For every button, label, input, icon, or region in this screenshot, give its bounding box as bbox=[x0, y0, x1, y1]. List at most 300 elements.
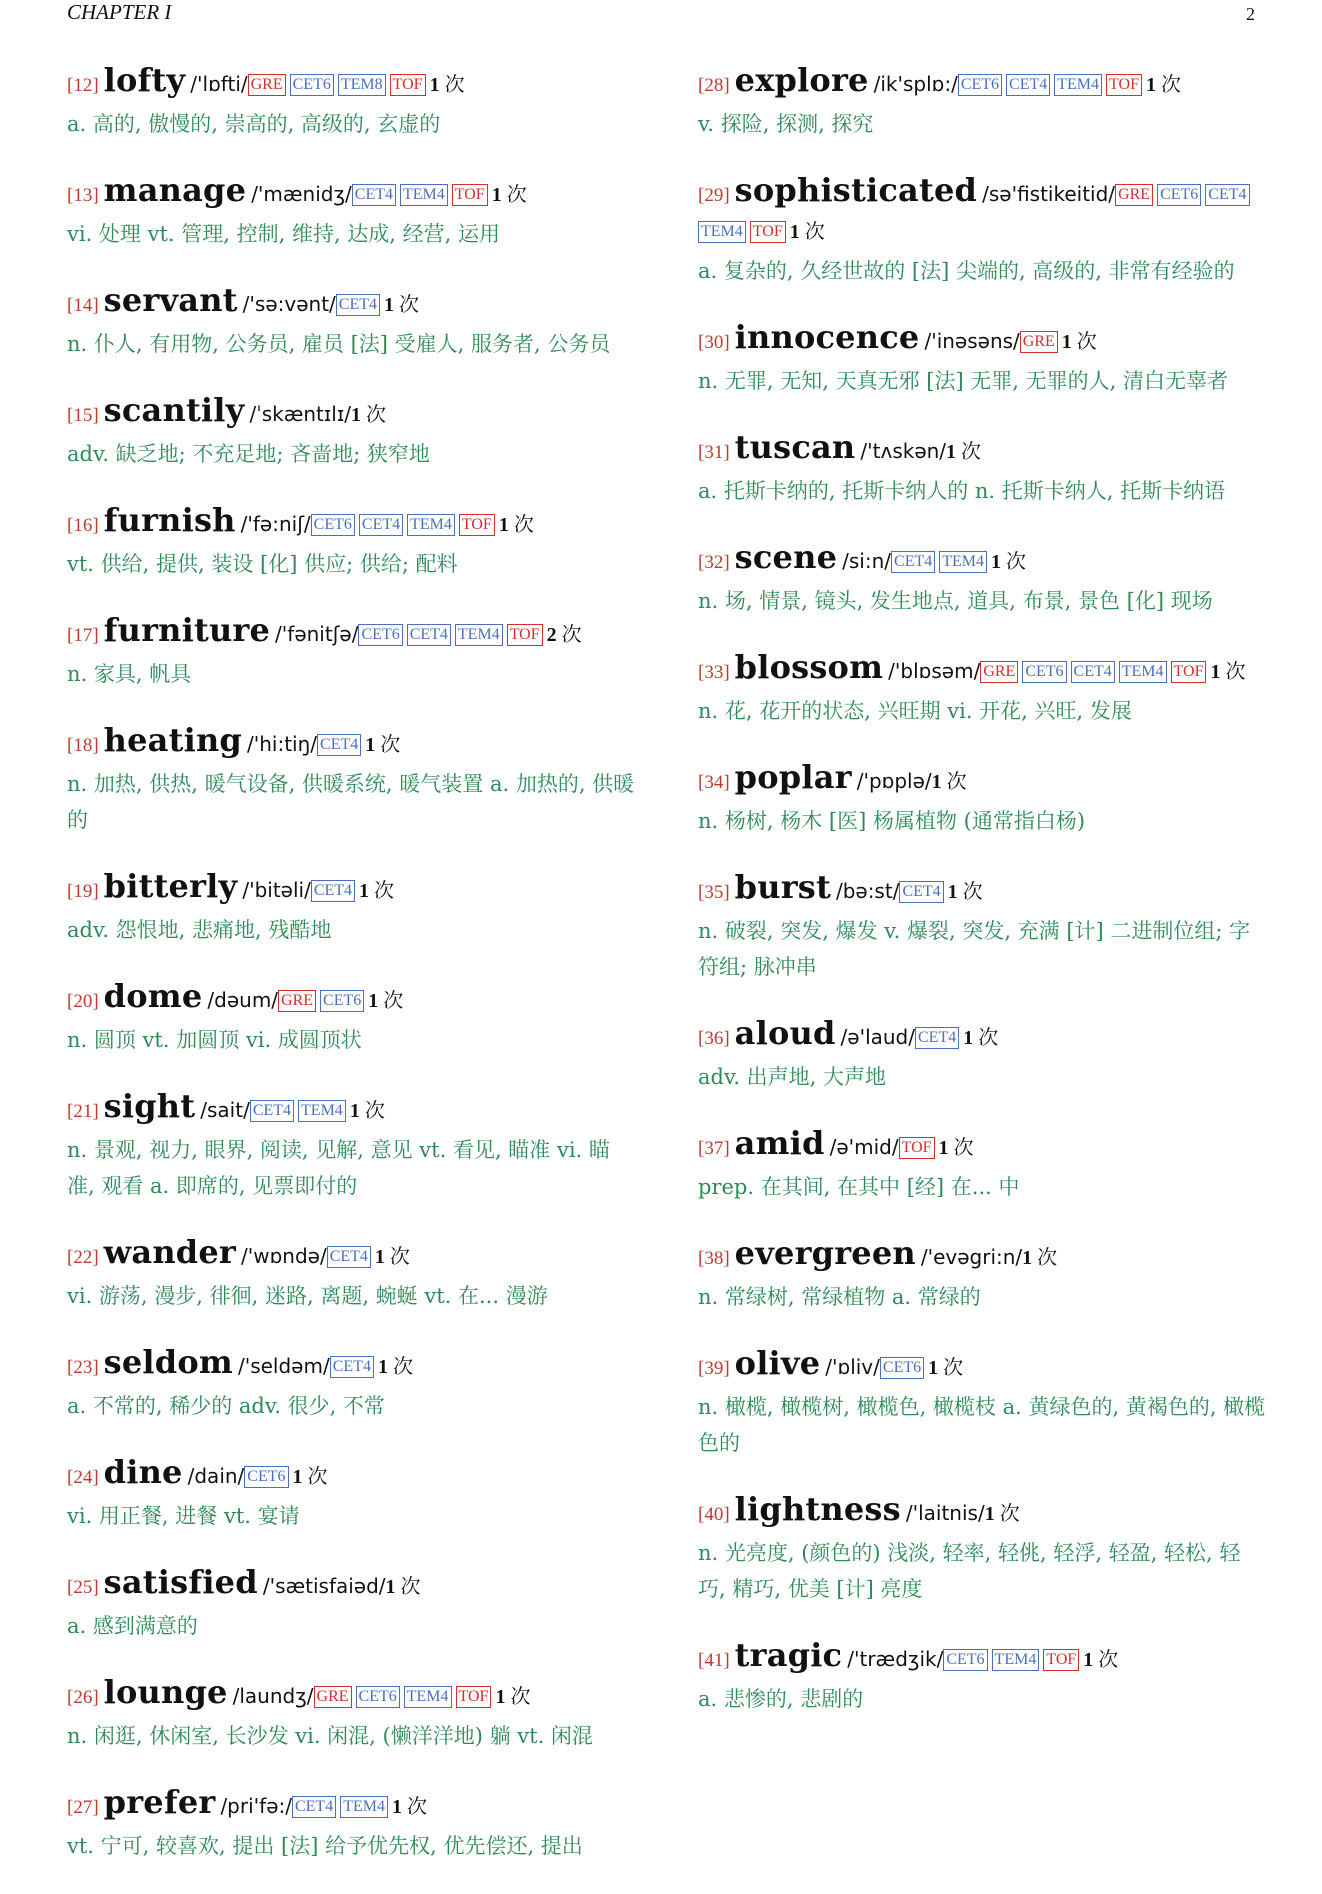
exam-tag: CET4 bbox=[352, 184, 396, 206]
count-suffix: 次 bbox=[1160, 74, 1181, 96]
vocab-entry bbox=[698, 1235, 1268, 1315]
entry-index: [16] bbox=[67, 515, 99, 536]
vocab-entry bbox=[67, 1088, 637, 1204]
occurrence-count bbox=[939, 1137, 974, 1159]
count-suffix: 次 bbox=[364, 1100, 385, 1122]
vocab-entry bbox=[698, 539, 1268, 619]
exam-tag: TEM4 bbox=[407, 514, 455, 536]
count-suffix: 次 bbox=[506, 184, 527, 206]
vocab-entry bbox=[67, 502, 637, 582]
exam-tag: CET4 bbox=[317, 734, 361, 756]
count-suffix: 次 bbox=[1006, 551, 1027, 573]
vocab-entry bbox=[67, 1454, 637, 1534]
headword: prefer bbox=[103, 1783, 216, 1821]
exam-tag: CET4 bbox=[1205, 184, 1249, 206]
headword: blossom bbox=[734, 648, 884, 686]
count-number: 1 bbox=[385, 1576, 396, 1598]
vocab-entry bbox=[67, 172, 637, 252]
count-suffix: 次 bbox=[399, 294, 419, 316]
exam-tag: TEM4 bbox=[1119, 661, 1167, 683]
vocab-entry bbox=[698, 1345, 1268, 1461]
headword: wander bbox=[103, 1233, 236, 1271]
definition: n. 场, 情景, 镜头, 发生地点, 道具, 布景, 景色 [化] 现场 bbox=[698, 589, 1213, 613]
vocab-entry bbox=[67, 612, 637, 692]
occurrence-count bbox=[375, 1246, 410, 1268]
count-number: 1 bbox=[498, 514, 509, 536]
entry-index: [29] bbox=[698, 185, 730, 206]
exam-tag: TOF bbox=[507, 624, 543, 646]
count-number: 1 bbox=[491, 184, 502, 206]
entry-headline bbox=[67, 1454, 637, 1496]
entry-headline bbox=[67, 62, 637, 104]
right-column bbox=[698, 62, 1268, 1747]
count-suffix: 次 bbox=[383, 990, 404, 1012]
pronunciation: /'sætisfaiəd/ bbox=[262, 1574, 386, 1598]
count-suffix: 次 bbox=[392, 1356, 413, 1378]
exam-tag: TEM4 bbox=[455, 624, 503, 646]
count-number: 1 bbox=[368, 990, 379, 1012]
entry-headline bbox=[698, 319, 1268, 361]
entry-index: [30] bbox=[698, 332, 730, 353]
headword: amid bbox=[734, 1124, 825, 1162]
occurrence-count bbox=[492, 184, 527, 206]
pronunciation: /'lɒfti/ bbox=[190, 72, 248, 96]
headword: furnish bbox=[103, 501, 236, 539]
occurrence-count bbox=[430, 74, 465, 96]
occurrence-count bbox=[963, 1027, 998, 1049]
entry-index: [21] bbox=[67, 1101, 99, 1122]
count-number: 1 bbox=[1083, 1649, 1094, 1671]
definition: n. 破裂, 突发, 爆发 v. 爆裂, 突发, 充满 [计] 二进制位组; 字符组; 脉冲串 bbox=[698, 919, 1251, 979]
definition: n. 圆顶 vt. 加圆顶 vi. 成圆顶状 bbox=[67, 1028, 362, 1052]
pronunciation: /laundʒ/ bbox=[232, 1684, 314, 1708]
occurrence-count bbox=[790, 221, 825, 243]
exam-tag: TOF bbox=[899, 1137, 935, 1159]
headword: sight bbox=[103, 1087, 196, 1125]
occurrence-count bbox=[932, 771, 967, 793]
pronunciation: /dain/ bbox=[187, 1464, 245, 1488]
count-suffix: 次 bbox=[804, 221, 825, 243]
definition: n. 加热, 供热, 暖气设备, 供暖系统, 暖气装置 a. 加热的, 供暖的 bbox=[67, 772, 635, 832]
count-suffix: 次 bbox=[510, 1686, 531, 1708]
exam-tag: CET4 bbox=[899, 881, 943, 903]
entry-headline bbox=[67, 1564, 637, 1606]
pronunciation: /'laitnis/ bbox=[905, 1501, 985, 1525]
vocab-entry bbox=[698, 759, 1268, 839]
exam-tag: TOF bbox=[750, 221, 786, 243]
pronunciation: /'fə:niʃ/ bbox=[240, 512, 311, 536]
count-number: 1 bbox=[938, 1137, 949, 1159]
pronunciation: /'hi:tiŋ/ bbox=[247, 732, 318, 756]
entry-headline bbox=[698, 869, 1268, 911]
occurrence-count bbox=[1022, 1247, 1057, 1269]
pronunciation: /ə'laud/ bbox=[840, 1025, 915, 1049]
occurrence-count bbox=[350, 1100, 385, 1122]
count-number: 1 bbox=[963, 1027, 974, 1049]
headword: innocence bbox=[734, 318, 920, 356]
definition: vi. 用正餐, 进餐 vt. 宴请 bbox=[67, 1504, 300, 1528]
pronunciation: /'tʌskən/ bbox=[860, 439, 947, 463]
definition: adv. 缺乏地; 不充足地; 吝啬地; 狭窄地 bbox=[67, 442, 430, 466]
headword: bitterly bbox=[103, 867, 238, 905]
headword: furniture bbox=[103, 611, 271, 649]
pronunciation: /ik'splɒ:/ bbox=[873, 72, 958, 96]
count-number: 1 bbox=[984, 1503, 995, 1525]
left-column bbox=[67, 62, 637, 1894]
entry-headline bbox=[698, 759, 1268, 801]
entry-index: [17] bbox=[67, 625, 99, 646]
exam-tag: TEM4 bbox=[698, 221, 746, 243]
occurrence-count bbox=[368, 990, 403, 1012]
headword: burst bbox=[734, 868, 831, 906]
exam-tag: CET4 bbox=[1006, 74, 1050, 96]
entry-index: [31] bbox=[698, 442, 730, 463]
pronunciation: /'trædʒik/ bbox=[847, 1647, 944, 1671]
count-suffix: 次 bbox=[380, 734, 401, 756]
exam-tag: TEM4 bbox=[992, 1649, 1040, 1671]
exam-tag: TEM4 bbox=[298, 1100, 346, 1122]
entry-index: [33] bbox=[698, 662, 730, 683]
entry-headline bbox=[67, 1344, 637, 1386]
entry-headline bbox=[67, 172, 637, 214]
occurrence-count bbox=[495, 1686, 530, 1708]
exam-tag: GRE bbox=[278, 990, 316, 1012]
vocab-entry bbox=[67, 1344, 637, 1424]
entry-headline bbox=[698, 1015, 1268, 1057]
entry-headline bbox=[698, 649, 1268, 691]
pronunciation: /bə:st/ bbox=[835, 879, 900, 903]
entry-index: [34] bbox=[698, 772, 730, 793]
occurrence-count bbox=[991, 551, 1026, 573]
exam-tag: GRE bbox=[1115, 184, 1153, 206]
headword: seldom bbox=[103, 1343, 233, 1381]
count-suffix: 次 bbox=[307, 1466, 328, 1488]
exam-tag: CET6 bbox=[1157, 184, 1201, 206]
pronunciation: /'ɒliv/ bbox=[825, 1355, 880, 1379]
exam-tag: TOF bbox=[452, 184, 488, 206]
entry-index: [26] bbox=[67, 1687, 99, 1708]
count-suffix: 次 bbox=[962, 881, 983, 903]
count-suffix: 次 bbox=[943, 1357, 964, 1379]
entry-index: [20] bbox=[67, 991, 99, 1012]
definition: a. 复杂的, 久经世故的 [法] 尖端的, 高级的, 非常有经验的 bbox=[698, 259, 1235, 283]
exam-tag: CET6 bbox=[358, 624, 402, 646]
entry-headline bbox=[698, 1125, 1268, 1167]
count-suffix: 次 bbox=[978, 1027, 999, 1049]
vocab-entry bbox=[698, 429, 1268, 509]
headword: heating bbox=[103, 721, 242, 759]
headword: dine bbox=[103, 1453, 183, 1491]
entry-headline bbox=[698, 62, 1268, 104]
occurrence-count bbox=[547, 624, 582, 646]
count-number: 1 bbox=[359, 880, 370, 902]
exam-tag: CET6 bbox=[943, 1649, 987, 1671]
count-suffix: 次 bbox=[513, 514, 534, 536]
entry-headline bbox=[698, 539, 1268, 581]
exam-tag: CET6 bbox=[356, 1686, 400, 1708]
exam-tag: TOF bbox=[390, 74, 426, 96]
vocab-entry bbox=[67, 868, 637, 948]
definition: n. 仆人, 有用物, 公务员, 雇员 [法] 受雇人, 服务者, 公务员 bbox=[67, 332, 611, 356]
exam-tag: CET6 bbox=[1022, 661, 1066, 683]
headword: lounge bbox=[103, 1673, 228, 1711]
vocab-entry bbox=[67, 722, 637, 838]
vocab-entry bbox=[67, 978, 637, 1058]
occurrence-count bbox=[378, 1356, 413, 1378]
exam-tag: CET4 bbox=[311, 880, 355, 902]
occurrence-count bbox=[293, 1466, 328, 1488]
exam-tag: TEM4 bbox=[1054, 74, 1102, 96]
chapter-title: CHAPTER I bbox=[67, 0, 172, 24]
count-number: 1 bbox=[391, 1796, 402, 1818]
entry-headline bbox=[67, 502, 637, 544]
definition: a. 高的, 傲慢的, 崇高的, 高级的, 玄虚的 bbox=[67, 112, 441, 136]
entry-headline bbox=[698, 1235, 1268, 1277]
pronunciation: /'pɒplə/ bbox=[856, 769, 932, 793]
count-suffix: 次 bbox=[1076, 331, 1097, 353]
entry-headline bbox=[67, 722, 637, 764]
headword: lightness bbox=[734, 1490, 901, 1528]
occurrence-count bbox=[384, 294, 419, 316]
exam-tag: CET6 bbox=[320, 990, 364, 1012]
definition: vt. 宁可, 较喜欢, 提出 [法] 给予优先权, 优先偿还, 提出 bbox=[67, 1834, 583, 1858]
headword: scene bbox=[734, 538, 838, 576]
occurrence-count bbox=[351, 404, 386, 426]
headword: servant bbox=[103, 281, 238, 319]
vocab-entry bbox=[698, 869, 1268, 985]
entry-index: [38] bbox=[698, 1248, 730, 1269]
exam-tag: TEM4 bbox=[404, 1686, 452, 1708]
definition: a. 感到满意的 bbox=[67, 1614, 198, 1638]
count-suffix: 次 bbox=[961, 441, 982, 463]
exam-tag: TOF bbox=[1171, 661, 1207, 683]
entry-index: [40] bbox=[698, 1504, 730, 1525]
exam-tag: CET4 bbox=[407, 624, 451, 646]
count-number: 1 bbox=[947, 881, 958, 903]
occurrence-count bbox=[386, 1576, 421, 1598]
definition: n. 花, 花开的状态, 兴旺期 vi. 开花, 兴旺, 发展 bbox=[698, 699, 1132, 723]
exam-tag: CET4 bbox=[915, 1027, 959, 1049]
definition: a. 悲惨的, 悲剧的 bbox=[698, 1687, 864, 1711]
count-number: 1 bbox=[931, 771, 942, 793]
entry-index: [14] bbox=[67, 295, 99, 316]
exam-tag: CET6 bbox=[880, 1357, 924, 1379]
definition: n. 橄榄, 橄榄树, 橄榄色, 橄榄枝 a. 黄绿色的, 黄褐色的, 橄榄色的 bbox=[698, 1395, 1266, 1455]
headword: explore bbox=[734, 61, 869, 99]
definition: a. 托斯卡纳的, 托斯卡纳人的 n. 托斯卡纳人, 托斯卡纳语 bbox=[698, 479, 1226, 503]
headword: olive bbox=[734, 1344, 821, 1382]
pronunciation: /'seldəm/ bbox=[237, 1354, 330, 1378]
entry-index: [25] bbox=[67, 1577, 99, 1598]
definition: n. 常绿树, 常绿植物 a. 常绿的 bbox=[698, 1285, 981, 1309]
entry-headline bbox=[67, 868, 637, 910]
entry-index: [41] bbox=[698, 1650, 730, 1671]
exam-tag: CET4 bbox=[327, 1246, 371, 1268]
definition: n. 景观, 视力, 眼界, 阅读, 见解, 意见 vt. 看见, 瞄准 vi. 瞄准, 观看 a. 即席的, 见票即付的 bbox=[67, 1138, 610, 1198]
exam-tag: GRE bbox=[248, 74, 286, 96]
exam-tag: CET6 bbox=[958, 74, 1002, 96]
definition: vi. 游荡, 漫步, 徘徊, 迷路, 离题, 蜿蜒 vt. 在... 漫游 bbox=[67, 1284, 548, 1308]
definition: adv. 怨恨地, 悲痛地, 残酷地 bbox=[67, 918, 332, 942]
definition: n. 家具, 帆具 bbox=[67, 662, 192, 686]
exam-tag: TOF bbox=[1043, 1649, 1079, 1671]
definition: prep. 在其间, 在其中 [经] 在... 中 bbox=[698, 1175, 1020, 1199]
count-number: 1 bbox=[429, 74, 440, 96]
count-number: 1 bbox=[374, 1246, 385, 1268]
pronunciation: /si:n/ bbox=[842, 549, 892, 573]
pronunciation: /sait/ bbox=[200, 1098, 250, 1122]
count-number: 1 bbox=[349, 1100, 360, 1122]
entry-index: [28] bbox=[698, 75, 730, 96]
entry-index: [32] bbox=[698, 552, 730, 573]
headword: dome bbox=[103, 977, 203, 1015]
entry-headline bbox=[67, 1674, 637, 1716]
entry-index: [15] bbox=[67, 405, 99, 426]
pronunciation: /'inəsəns/ bbox=[924, 329, 1020, 353]
definition: vt. 供给, 提供, 装设 [化] 供应; 供给; 配料 bbox=[67, 552, 458, 576]
entry-headline bbox=[67, 1784, 637, 1826]
headword: tragic bbox=[734, 1636, 843, 1674]
vocab-entry bbox=[67, 392, 637, 472]
definition: n. 光亮度, (颜色的) 浅淡, 轻率, 轻佻, 轻浮, 轻盈, 轻松, 轻巧, 精巧, 优美 [计] 亮度 bbox=[698, 1541, 1241, 1601]
exam-tag: GRE bbox=[1020, 331, 1058, 353]
count-suffix: 次 bbox=[389, 1246, 410, 1268]
entry-headline bbox=[698, 1345, 1268, 1387]
vocab-entry bbox=[698, 1125, 1268, 1205]
count-number: 1 bbox=[1210, 661, 1221, 683]
definition: n. 杨树, 杨木 [医] 杨属植物 (通常指白杨) bbox=[698, 809, 1086, 833]
pronunciation: /sə'fistikeitid/ bbox=[982, 182, 1116, 206]
count-suffix: 次 bbox=[999, 1503, 1020, 1525]
entry-headline bbox=[67, 392, 637, 434]
occurrence-count bbox=[1210, 661, 1245, 683]
pronunciation: /'sə:vənt/ bbox=[242, 292, 336, 316]
exam-tag: CET6 bbox=[311, 514, 355, 536]
entry-index: [13] bbox=[67, 185, 99, 206]
occurrence-count bbox=[985, 1503, 1020, 1525]
occurrence-count bbox=[365, 734, 400, 756]
occurrence-count bbox=[948, 881, 983, 903]
pronunciation: /ˈskæntɪlɪ/ bbox=[249, 402, 352, 426]
pronunciation: /'evəgri:n/ bbox=[920, 1245, 1023, 1269]
vocab-entry bbox=[698, 319, 1268, 399]
exam-tag: TEM4 bbox=[340, 1796, 388, 1818]
count-number: 1 bbox=[351, 404, 362, 426]
count-number: 1 bbox=[1145, 74, 1156, 96]
headword: aloud bbox=[734, 1014, 836, 1052]
entry-headline bbox=[67, 978, 637, 1020]
count-number: 1 bbox=[377, 1356, 388, 1378]
occurrence-count bbox=[1062, 331, 1097, 353]
vocab-entry bbox=[67, 62, 637, 142]
count-suffix: 次 bbox=[1037, 1247, 1058, 1269]
pronunciation: /'wɒndə/ bbox=[241, 1244, 327, 1268]
exam-tag: CET4 bbox=[359, 514, 403, 536]
exam-tag: CET4 bbox=[336, 294, 380, 316]
definition: adv. 出声地, 大声地 bbox=[698, 1065, 887, 1089]
entry-headline bbox=[698, 1491, 1268, 1533]
count-number: 1 bbox=[928, 1357, 939, 1379]
definition: n. 闲逛, 休闲室, 长沙发 vi. 闲混, (懒洋洋地) 躺 vt. 闲混 bbox=[67, 1724, 593, 1748]
occurrence-count bbox=[928, 1357, 963, 1379]
pronunciation: /'mænidʒ/ bbox=[251, 182, 352, 206]
headword: tuscan bbox=[734, 428, 856, 466]
count-number: 1 bbox=[946, 441, 957, 463]
exam-tag: TOF bbox=[456, 1686, 492, 1708]
entry-headline bbox=[698, 172, 1268, 251]
entry-index: [37] bbox=[698, 1138, 730, 1159]
vocab-entry bbox=[67, 1564, 637, 1644]
page-header bbox=[67, 0, 1255, 26]
exam-tag: TEM4 bbox=[939, 551, 987, 573]
entry-index: [27] bbox=[67, 1797, 99, 1818]
exam-tag: TEM8 bbox=[338, 74, 386, 96]
vocab-entry bbox=[67, 282, 637, 362]
page-number: 2 bbox=[1246, 4, 1255, 24]
pronunciation: /ə'mid/ bbox=[829, 1135, 899, 1159]
vocab-entry bbox=[67, 1784, 637, 1864]
pronunciation: /dəum/ bbox=[207, 988, 279, 1012]
count-suffix: 次 bbox=[953, 1137, 974, 1159]
vocab-entry bbox=[67, 1674, 637, 1754]
entry-index: [39] bbox=[698, 1358, 730, 1379]
count-suffix: 次 bbox=[406, 1796, 427, 1818]
entry-index: [19] bbox=[67, 881, 99, 902]
entry-headline bbox=[67, 1088, 637, 1130]
entry-headline bbox=[67, 1234, 637, 1276]
entry-index: [35] bbox=[698, 882, 730, 903]
pronunciation: /pri'fə:/ bbox=[220, 1794, 292, 1818]
exam-tag: CET4 bbox=[292, 1796, 336, 1818]
headword: evergreen bbox=[734, 1234, 916, 1272]
pronunciation: /'blɒsəm/ bbox=[888, 659, 981, 683]
entry-headline bbox=[67, 282, 637, 324]
count-number: 1 bbox=[789, 221, 800, 243]
vocab-entry bbox=[698, 1015, 1268, 1095]
count-number: 2 bbox=[546, 624, 557, 646]
vocab-entry bbox=[698, 62, 1268, 142]
exam-tag: CET4 bbox=[891, 551, 935, 573]
definition: a. 不常的, 稀少的 adv. 很少, 不常 bbox=[67, 1394, 385, 1418]
definition: v. 探险, 探测, 探究 bbox=[698, 112, 874, 136]
entry-headline bbox=[67, 612, 637, 654]
headword: scantily bbox=[103, 391, 245, 429]
headword: lofty bbox=[103, 61, 186, 99]
entry-index: [23] bbox=[67, 1357, 99, 1378]
headword: satisfied bbox=[103, 1563, 258, 1601]
count-suffix: 次 bbox=[444, 74, 465, 96]
entry-index: [18] bbox=[67, 735, 99, 756]
count-number: 1 bbox=[384, 294, 394, 316]
vocab-entry bbox=[698, 1491, 1268, 1607]
headword: poplar bbox=[734, 758, 852, 796]
pronunciation: /'bitəli/ bbox=[242, 878, 311, 902]
entry-index: [36] bbox=[698, 1028, 730, 1049]
vocab-entry bbox=[698, 172, 1268, 289]
occurrence-count bbox=[1083, 1649, 1118, 1671]
count-suffix: 次 bbox=[946, 771, 967, 793]
count-suffix: 次 bbox=[561, 624, 582, 646]
occurrence-count bbox=[359, 880, 394, 902]
headword: manage bbox=[103, 171, 247, 209]
entry-index: [22] bbox=[67, 1247, 99, 1268]
definition: n. 无罪, 无知, 天真无邪 [法] 无罪, 无罪的人, 清白无辜者 bbox=[698, 369, 1229, 393]
occurrence-count bbox=[392, 1796, 427, 1818]
occurrence-count bbox=[1146, 74, 1181, 96]
entry-index: [12] bbox=[67, 75, 99, 96]
occurrence-count bbox=[946, 441, 981, 463]
count-suffix: 次 bbox=[400, 1576, 421, 1598]
